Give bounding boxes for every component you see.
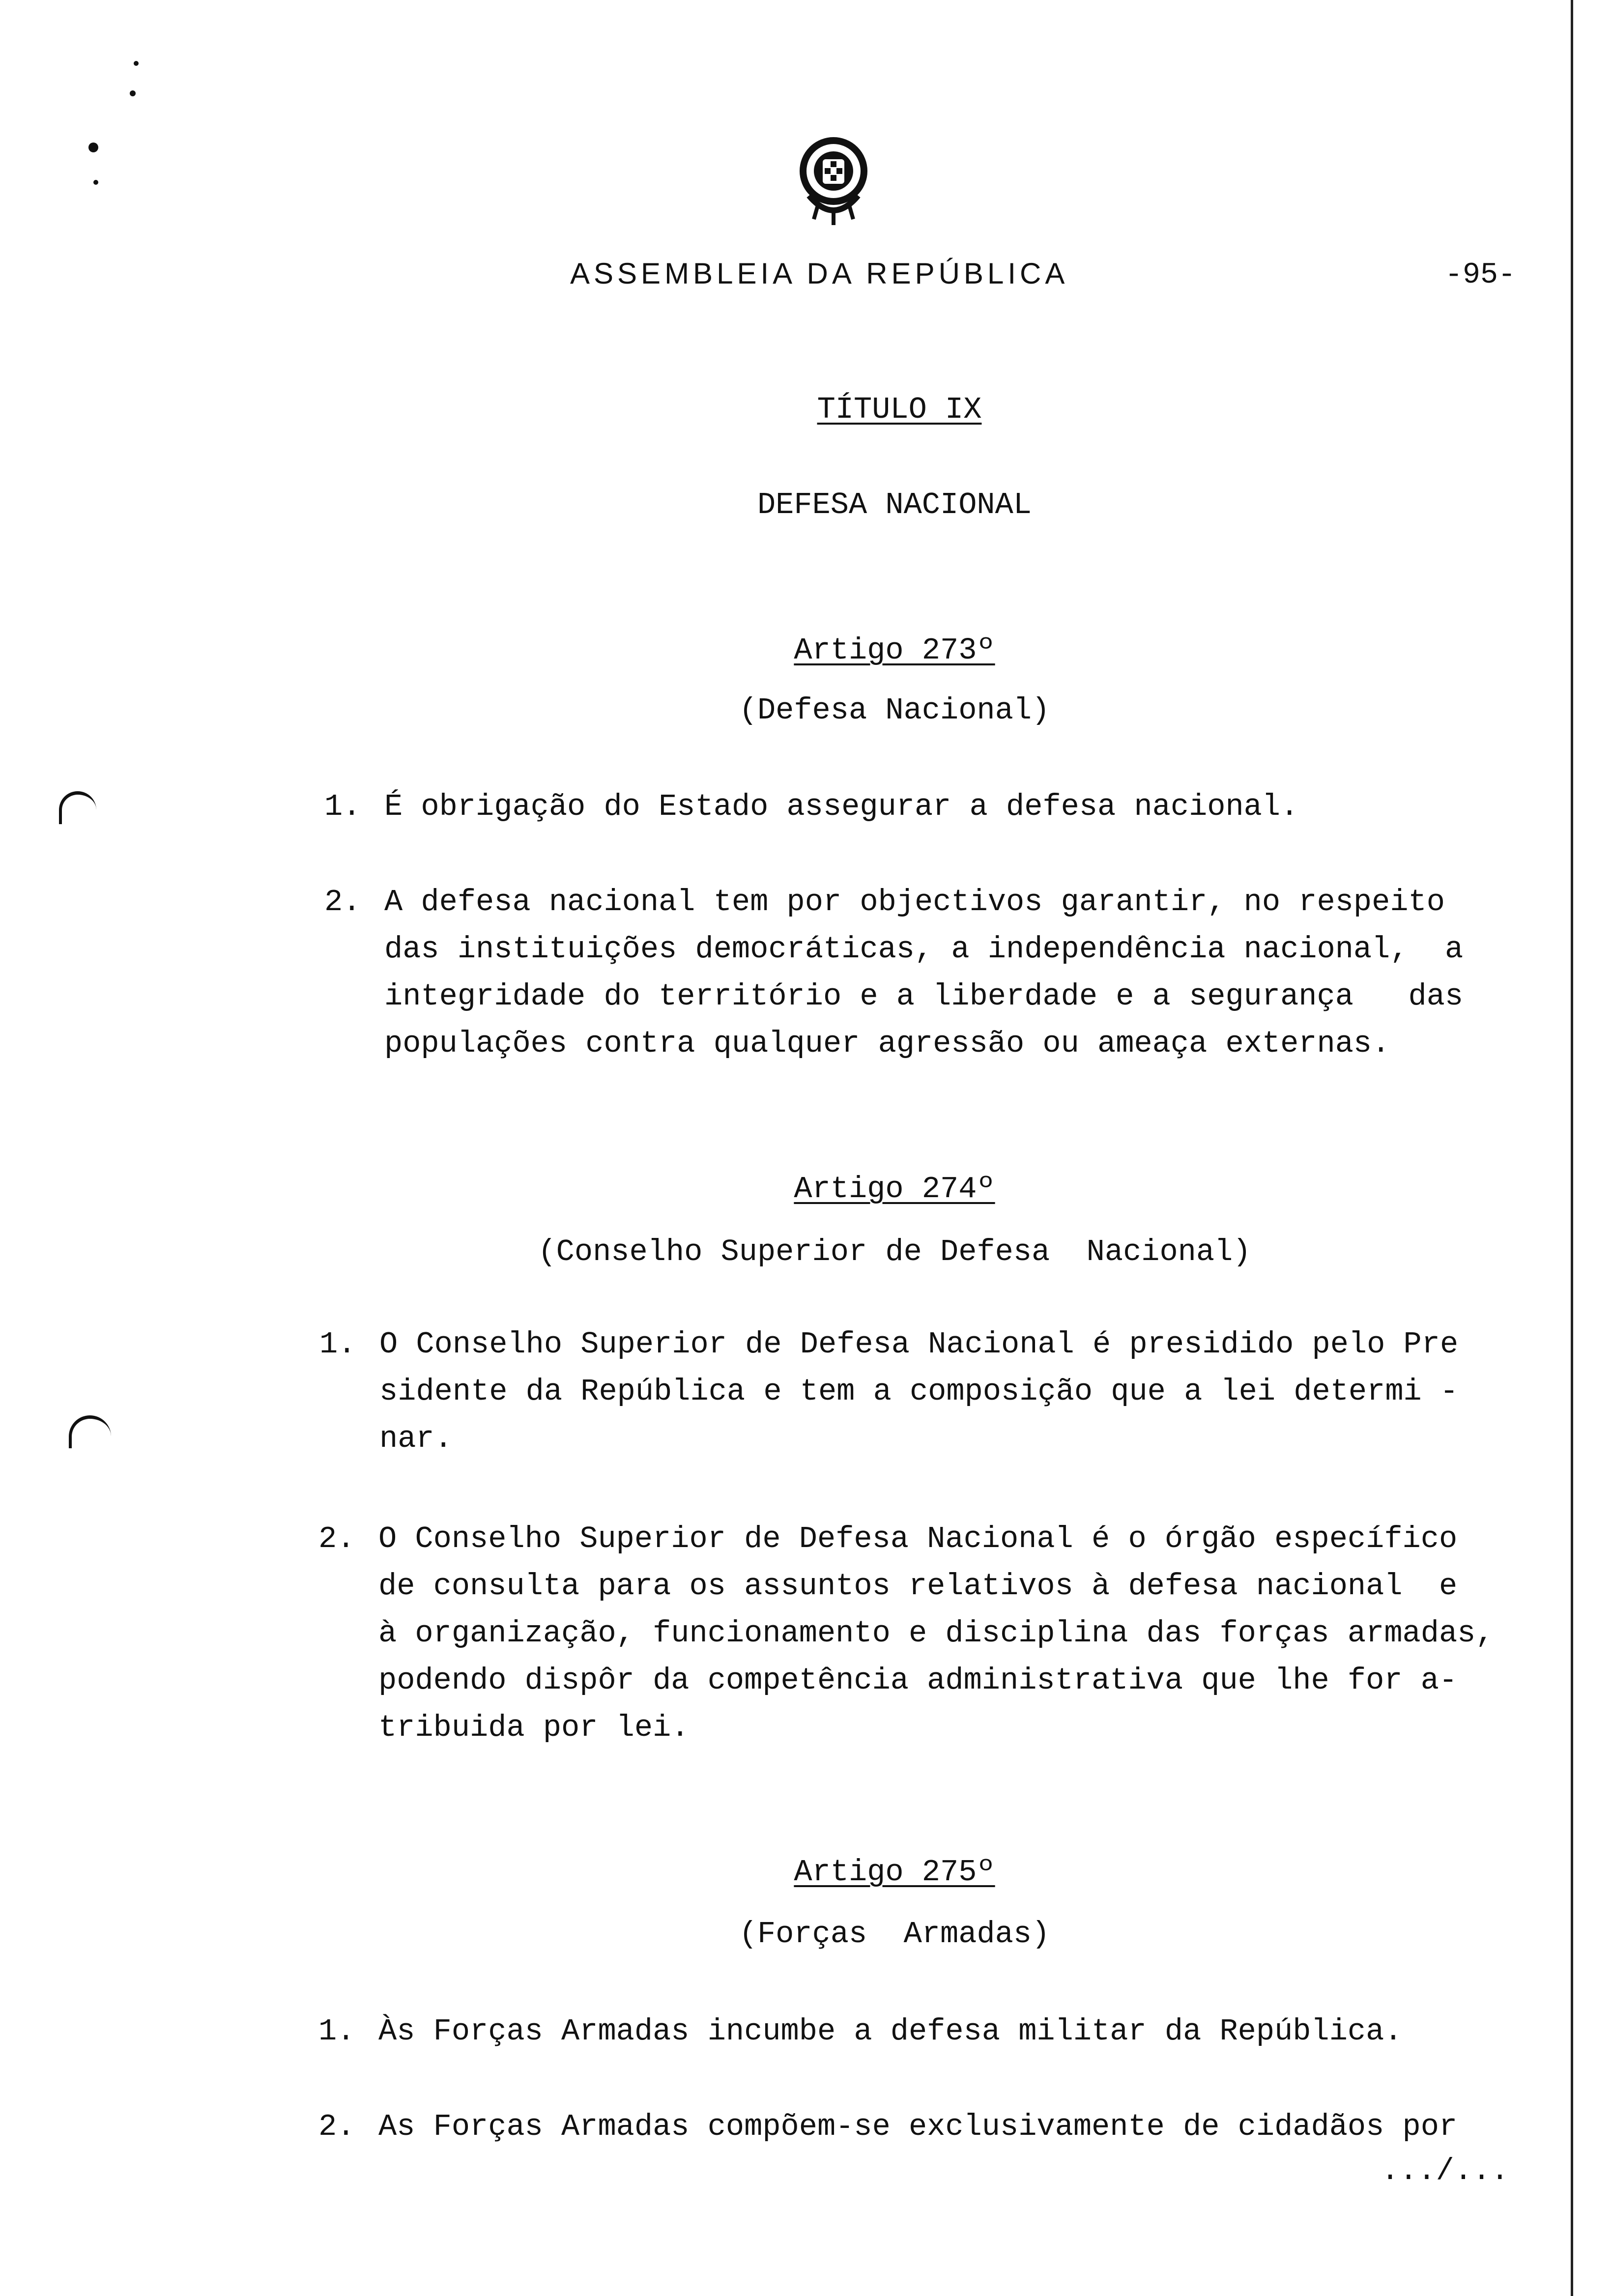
paragraph-line: nar. [379,1421,453,1456]
paragraph-line: A defesa nacional tem por objectivos garantir, no respeito [384,885,1445,919]
paragraph-line: O Conselho Superior de Defesa Nacional é o órgão específico [378,1521,1458,1556]
paragraph [318,2103,1458,2245]
scan-speck [130,90,136,96]
paragraph-number: 2. [318,1521,355,1556]
paragraph-line: das instituições democráticas, a independência nacional, a [384,932,1464,967]
paragraph [324,879,1464,1162]
article-heading: Artigo 273º [794,633,995,668]
article-subtitle: (Conselho Superior de Defesa Nacional) [538,1234,1251,1269]
article-heading: Artigo 275º [794,1855,995,1890]
scan-speck [93,180,98,185]
paragraph-line: podendo dispôr da competência administrativa que lhe for a- [378,1663,1458,1698]
article-subtitle: (Forças Armadas) [739,1917,1050,1952]
paragraph-line: É obrigação do Estado assegurar a defesa nacional. [384,789,1299,824]
scan-speck [134,61,139,66]
paragraph-line: de consulta para os assuntos relativos à defesa nacional e [378,1569,1458,1604]
title-subheading: DEFESA NACIONAL [757,488,1032,522]
article-subtitle: (Defesa Nacional) [739,693,1050,728]
paragraph-number: 1. [324,789,361,824]
paragraph-number: 2. [324,885,361,919]
paragraph-line: Às Forças Armadas incumbe a defesa militar da República. [378,2014,1403,2049]
paragraph-line: populações contra qualquer agressão ou ameaça externas. [384,1026,1390,1061]
page-number: -95- [1445,258,1516,292]
paragraph-number: 2. [318,2109,355,2144]
continuation-mark: .../... [1381,2153,1509,2188]
paragraph-line: O Conselho Superior de Defesa Nacional é presidido pelo Pre [379,1327,1459,1362]
paragraph-number: 1. [319,1327,356,1362]
paragraph-line: sidente da República e tem a composição que a lei determi - [379,1374,1459,1409]
margin-mark [59,791,96,824]
paragraph-line: tribuida por lei. [378,1710,690,1745]
article-heading: Artigo 274º [794,1172,995,1206]
paragraph-line: à organização, funcionamento e disciplina das forças armadas, [378,1616,1494,1651]
margin-mark [69,1415,111,1448]
title-heading: TÍTULO IX [817,392,982,427]
paragraph-line: As Forças Armadas compõem-se exclusivamente de cidadãos por [378,2109,1458,2144]
paragraph [318,1516,1494,1846]
paragraph-line: integridade do território e a liberdade e a segurança das [384,979,1464,1014]
coat-of-arms-icon [794,132,873,230]
scan-speck [88,143,98,152]
paragraph-number: 1. [318,2014,355,2049]
institution-header: ASSEMBLEIA DA REPÚBLICA [570,257,1069,290]
